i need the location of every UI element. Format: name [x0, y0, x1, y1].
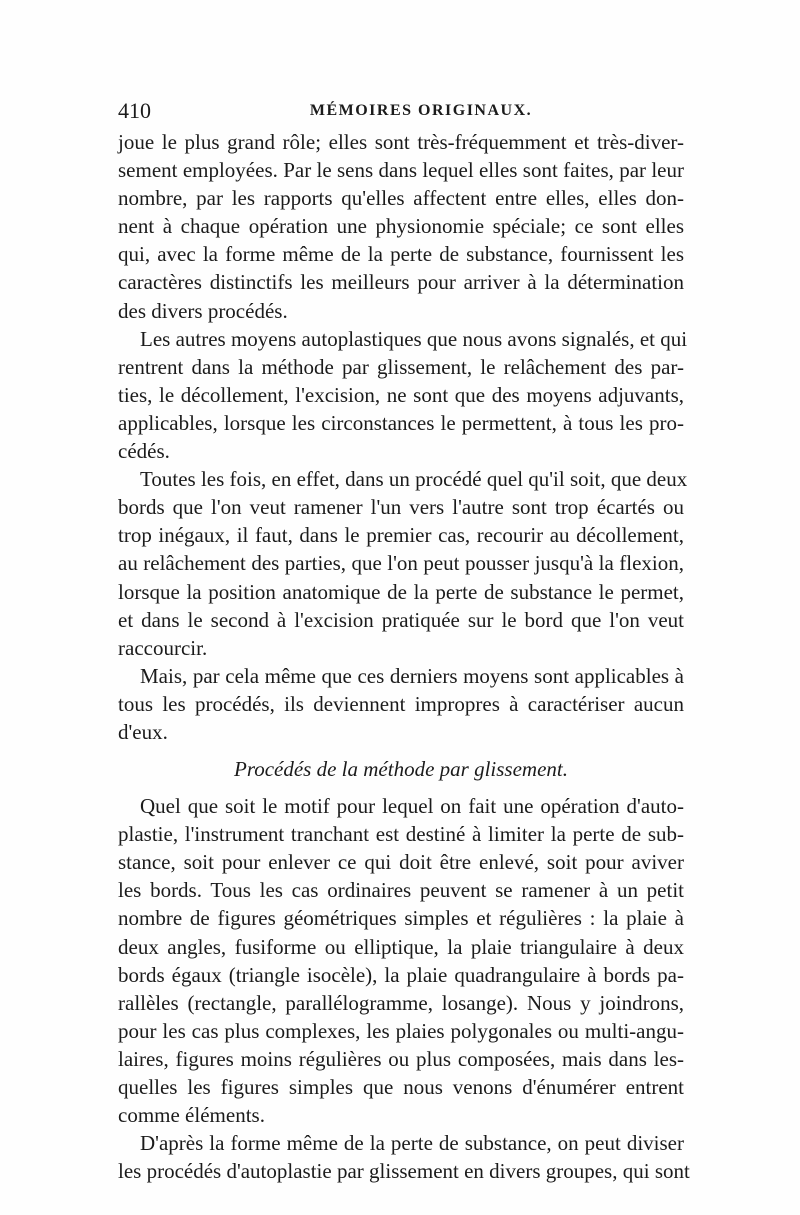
text-line: caractères distinctifs les meilleurs pour arriver à la détermination	[118, 270, 684, 295]
text-line: Toutes les fois, en effet, dans un procédé quel qu'il soit, que deux	[140, 467, 688, 492]
text-line: rallèles (rectangle, parallélogramme, losange). Nous y joindrons,	[118, 990, 684, 1015]
text-line: bords que l'on veut ramener l'un vers l'autre sont trop écartés ou	[118, 495, 684, 520]
paragraph	[118, 325, 688, 465]
text-line: Quel que soit le motif pour lequel on fait une opération d'auto-	[140, 794, 684, 819]
text-line: tous les procédés, ils deviennent impropres à caractériser aucun	[118, 691, 684, 716]
text-line: des divers procédés.	[118, 298, 288, 323]
text-line: quelles les figures simples que nous venons d'énumérer entrent	[118, 1075, 684, 1099]
text-line: comme éléments.	[118, 1103, 265, 1128]
text-line: lorsque la position anatomique de la perte de substance le permet,	[118, 579, 684, 604]
text-line: joue le plus grand rôle; elles sont très-fréquemment et très-diver-	[118, 130, 684, 154]
paragraph	[118, 128, 684, 325]
text-line: nent à chaque opération une physionomie spéciale; ce sont elles	[118, 214, 684, 239]
text-line: laires, figures moins régulières ou plus composées, mais dans les-	[118, 1046, 684, 1071]
paragraph	[118, 465, 688, 662]
text-line: D'après la forme même de la perte de substance, on peut diviser	[140, 1131, 684, 1156]
text-line: Les autres moyens autoplastiques que nous avons signalés, et qui	[140, 326, 688, 351]
text-line: trop inégaux, il faut, dans le premier cas, recourir au décollement,	[118, 523, 684, 548]
text-line: d'eux.	[118, 719, 168, 744]
page-number: 410	[118, 98, 151, 123]
section-heading: Procédés de la méthode par glissement.	[234, 757, 568, 782]
text-line: cédés.	[118, 439, 170, 464]
paragraph	[118, 1129, 690, 1185]
paragraph	[118, 662, 684, 746]
text-line: Mais, par cela même que ces derniers moyens sont applicables à	[140, 663, 684, 688]
text-line: raccourcir.	[118, 635, 208, 660]
text-line: nombre de figures géométriques simples et régulières : la plaie à	[118, 906, 684, 931]
text-line: au relâchement des parties, que l'on peut pousser jusqu'à la flexion,	[118, 551, 684, 576]
text-line: rentrent dans la méthode par glissement, le relâchement des par-	[118, 354, 684, 379]
text-line: sement employées. Par le sens dans lequel elles sont faites, par leur	[118, 158, 684, 183]
text-line: nombre, par les rapports qu'elles affectent entre elles, elles don-	[118, 186, 684, 211]
page-header	[118, 98, 684, 126]
text-line: et dans le second à l'excision pratiquée sur le bord que l'on veut	[118, 607, 684, 632]
paragraph	[118, 792, 684, 1129]
text-line: stance, soit pour enlever ce qui doit être enlevé, soit pour aviver	[118, 850, 684, 875]
text-line: qui, avec la forme même de la perte de substance, fournissent les	[118, 242, 684, 267]
text-line: les procédés d'autoplastie par glissement en divers groupes, qui sont	[118, 1159, 690, 1184]
body-text	[118, 128, 690, 1185]
text-line: applicables, lorsque les circonstances le permettent, à tous les pro-	[118, 410, 684, 435]
running-title: MÉMOIRES ORIGINAUX.	[309, 102, 533, 119]
text-line: bords égaux (triangle isocèle), la plaie quadrangulaire à bords pa-	[118, 962, 684, 987]
text-line: plastie, l'instrument tranchant est destiné à limiter la perte de sub-	[118, 822, 684, 847]
text-line: pour les cas plus complexes, les plaies polygonales ou multi-angu-	[118, 1018, 684, 1043]
text-line: ties, le décollement, l'excision, ne sont que des moyens adjuvants,	[118, 382, 684, 407]
text-line: deux angles, fusiforme ou elliptique, la plaie triangulaire à deux	[118, 934, 684, 959]
text-line: les bords. Tous les cas ordinaires peuvent se ramener à un petit	[118, 878, 684, 903]
